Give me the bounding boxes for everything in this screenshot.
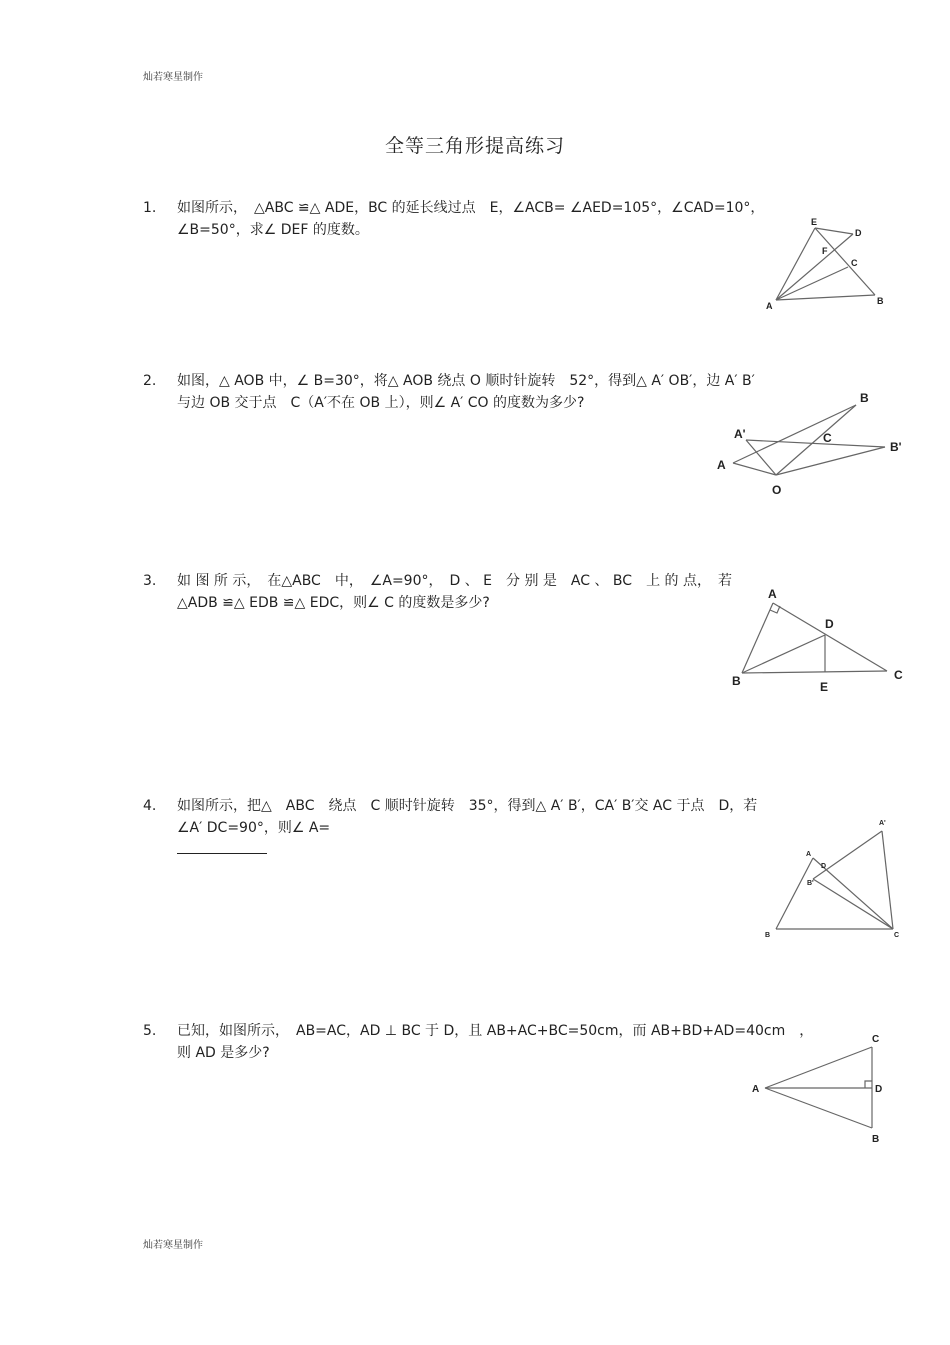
problem-4 [143,795,813,854]
label-e: E [820,680,829,694]
figure-3 [725,585,915,700]
problem-1 [143,197,813,241]
problem-line-text: ∠A′ DC=90°，则∠ A= [177,820,331,836]
label-a: A [717,458,726,472]
problem-number: 1. [143,200,157,216]
figure-4 [760,815,910,945]
segment-b1c [813,879,893,929]
page-header: 灿若寒星制作 [143,72,203,83]
label-c: C [872,1034,880,1045]
problem-line: ∠B=50°，求∠ DEF 的度数。 [177,222,369,238]
problem-5 [143,1020,813,1064]
label-a-prime: A' [734,427,746,441]
segment-ab [733,405,856,463]
segment-ab [776,858,813,929]
problem-line: 如图所示， △ABC ≌△ ADE，BC 的延长线过点 E，∠ACB= ∠AED=105°，∠CAD=10°， [177,200,765,216]
problem-line: 如 图 所 示， 在△ABC 中， ∠A=90°， D 、 E 分 别 是 AC 、 BC 上 的 点， 若 [177,573,732,589]
problem-text [177,197,813,241]
problem-line: 则 AD 是多少? [177,1045,270,1061]
label-d: D [821,863,827,870]
label-c: C [894,668,903,682]
segment-a1c [882,831,893,929]
figure-1 [760,212,900,317]
answer-blank [177,839,267,854]
problem-line: 如图所示，把△ ABC 绕点 C 顺时针旋转 35°，得到△ A′ B′，CA′ B′交 AC 于点 D，若 [177,798,758,814]
label-a: A [766,301,773,311]
segment-ad [776,234,853,300]
segment-ac [773,603,887,671]
label-c: C [894,932,900,939]
problem-number: 4. [143,798,157,814]
problem-line: 如图，△ AOB 中，∠ B=30°，将△ AOB 绕点 O 顺时针旋转 52°，得到△ A′ OB′，边 A′ B′ [177,373,755,389]
problem-text [177,795,813,854]
segment-ac [776,267,848,300]
problem-number: 3. [143,573,157,589]
label-b-prime: B' [807,880,814,887]
figure-2 [710,385,910,500]
label-c: C [823,431,832,445]
label-b: B [860,391,869,405]
label-a: A [806,851,812,858]
label-o: O [772,483,782,497]
figure-5 [745,1030,895,1150]
segment-eb [815,228,875,295]
label-f: F [822,246,828,256]
problem-text [177,1020,813,1064]
label-b: B [732,674,741,688]
label-a: A [768,587,777,601]
problem-number: 5. [143,1023,157,1039]
label-d: D [825,617,834,631]
problem-line: 已知，如图所示， AB=AC，AD ⊥ BC 于 D，且 AB+AC+BC=50cm，而 AB+BD+AD=40cm ， [177,1023,814,1039]
segment-ab [776,295,875,300]
problem-text [177,570,813,614]
segment-b1a1 [813,831,882,879]
segment-ao [733,463,776,475]
problem-line [177,817,813,854]
problem-line: 与边 OB 交于点 C（A′不在 OB 上），则∠ A′ CO 的度数为多少? [177,395,585,411]
label-c: C [851,258,858,268]
segment-ac [765,1047,872,1088]
problem-line: △ADB ≌△ EDB ≌△ EDC，则∠ C 的度数是多少? [177,595,490,611]
segment-ab [765,1088,872,1128]
label-a-prime: A' [879,820,886,827]
problem-3 [143,570,813,614]
label-b: B [872,1134,880,1145]
segment-bc [742,671,887,673]
right-angle-mark [865,1081,872,1088]
segment-ae [776,228,815,300]
label-a: A [752,1084,760,1095]
segment-ed [815,228,853,234]
label-d: D [875,1084,883,1095]
problem-number: 2. [143,373,157,389]
label-b: B [877,296,884,306]
label-b: B [765,932,771,939]
segment-ab [742,603,773,673]
page-title: 全等三角形提高练习 [384,135,565,157]
segment-bd [742,635,825,673]
page-footer: 灿若寒星制作 [143,1240,203,1251]
label-e: E [811,217,818,227]
label-d: D [855,228,862,238]
label-b-prime: B' [890,440,902,454]
